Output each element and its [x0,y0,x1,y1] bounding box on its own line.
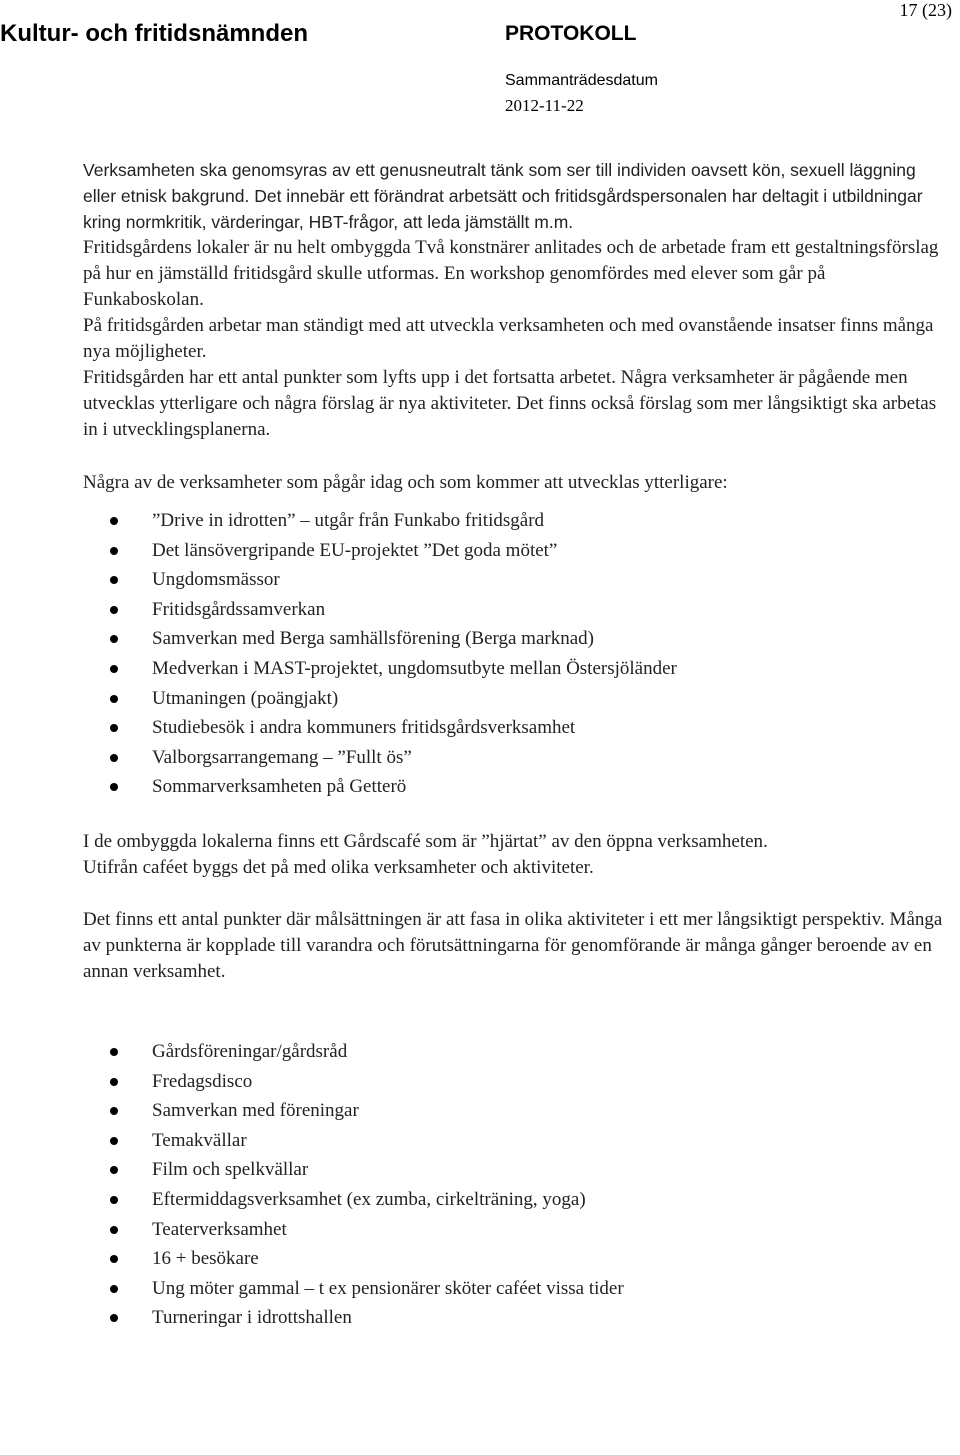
list-item: Eftermiddagsverksamhet (ex zumba, cirkelträning, yoga) [83,1185,943,1215]
intro-paragraph: Verksamheten ska genomsyras av ett genusneutralt tänk som ser till individen oavsett kön, sexuell läggning eller etnisk bakgrund. Det innebär ett förändrat arbetsätt och fritidsgårdspersonalen har deltagit i utbildningar kring normkritik, värderingar, HBT-frågor, att leda jämställt m.m. [83,160,923,232]
meeting-date: 2012-11-22 [505,96,584,115]
list-item: Utmaningen (poängjakt) [83,684,943,714]
planned-activities-list [83,1037,943,1333]
organization-name: Kultur- och fritidsnämnden [0,20,308,47]
page-number: 17 (23) [899,0,952,20]
bullet-icon [110,547,118,555]
list-item: Valborgsarrangemang – ”Fullt ös” [83,743,943,773]
list-item: Sommarverksamheten på Getterö [83,772,943,802]
page-header [0,0,960,130]
cafe-paragraph: I de ombyggda lokalerna finns ett Gårdscafé som är ”hjärtat” av den öppna verksamheten. [83,830,768,852]
bullet-icon [110,1255,118,1263]
list-item: Teaterverksamhet [83,1215,943,1245]
development-paragraph: På fritidsgården arbetar man ständigt med att utveckla verksamheten och med ovanstående insatser finns många nya möjligheter. [83,315,934,362]
bullet-icon [110,1285,118,1293]
list-item: Temakvällar [83,1126,943,1156]
list-item: Samverkan med föreningar [83,1096,943,1126]
bullet-icon [110,1107,118,1115]
list-item: Fredagsdisco [83,1067,943,1097]
list-item: Fritidsgårdssamverkan [83,595,943,625]
list-item: Film och spelkvällar [83,1155,943,1185]
renovation-paragraph: Fritidsgårdens lokaler är nu helt ombyggda Två konstnärer anlitades och de arbetade fram ett gestaltningsförslag på hur en jämställd fritidsgård skulle utformas. En workshop genomfördes med elever som går på Funkaboskolan. [83,237,939,310]
bullet-icon [110,1137,118,1145]
document-type: PROTOKOLL [505,22,637,45]
bullet-icon [110,1048,118,1056]
list-item: Det länsövergripande EU-projektet ”Det goda mötet” [83,536,943,566]
document-body [83,157,943,1333]
bullet-icon [110,1314,118,1322]
bullet-icon [110,1196,118,1204]
bullet-icon [110,1166,118,1174]
goals-paragraph: Det finns ett antal punkter där målsättningen är att fasa in olika aktiviteter i ett mer långsiktigt perspektiv. Många av punkterna är kopplade till varandra och förutsättningarna för genomförande är många gånger beroende av en annan verksamhet. [83,908,943,982]
bullet-icon [110,576,118,584]
list-item: ”Drive in idrotten” – utgår från Funkabo fritidsgård [83,506,943,536]
meeting-date-label: Sammanträdesdatum [505,72,658,89]
ongoing-intro: Några av de verksamheter som pågår idag och som kommer att utvecklas ytterligare: [83,472,728,493]
future-work-paragraph: Fritidsgården har ett antal punkter som lyfts upp i det fortsatta arbetet. Några verksamheter är pågående men utvecklas ytterligare och några förslag är nya aktiviteter. Det finns också förslag som mer långsiktigt ska arbetas in i utvecklingsplanerna. [83,367,937,440]
bullet-icon [110,606,118,614]
bullet-icon [110,665,118,673]
list-item: Gårdsföreningar/gårdsråd [83,1037,943,1067]
list-item: Studiebesök i andra kommuners fritidsgårdsverksamhet [83,713,943,743]
list-item: 16 + besökare [83,1244,943,1274]
bullet-icon [110,1078,118,1086]
list-item: Medverkan i MAST-projektet, ungdomsutbyte mellan Östersjöländer [83,654,943,684]
cafe-followup: Utifrån caféet byggs det på med olika verksamheter och aktiviteter. [83,856,594,878]
list-item: Turneringar i idrottshallen [83,1303,943,1333]
ongoing-activities-list [83,506,943,802]
bullet-icon [110,695,118,703]
bullet-icon [110,754,118,762]
list-item: Ung möter gammal – t ex pensionärer sköter caféet vissa tider [83,1274,943,1304]
bullet-icon [110,517,118,525]
bullet-icon [110,1226,118,1234]
bullet-icon [110,783,118,791]
bullet-icon [110,724,118,732]
bullet-icon [110,635,118,643]
list-item: Samverkan med Berga samhällsförening (Berga marknad) [83,624,943,654]
list-item: Ungdomsmässor [83,565,943,595]
